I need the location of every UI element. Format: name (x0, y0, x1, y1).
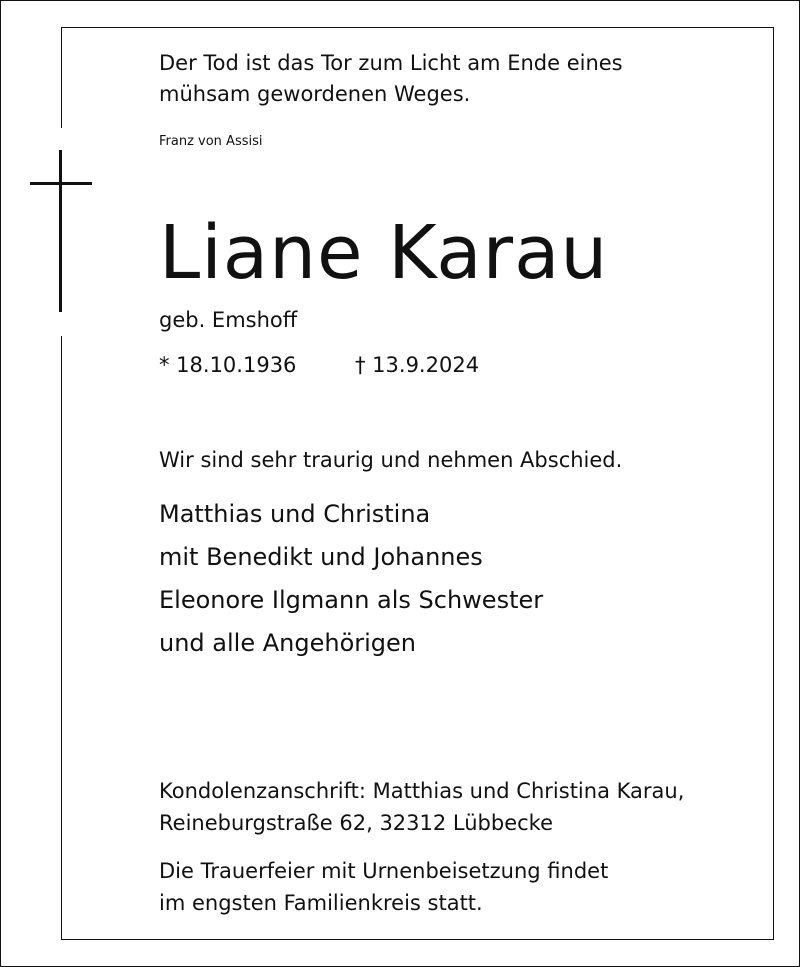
condolence-address (159, 775, 684, 839)
maiden-name: geb. Emshoff (159, 308, 298, 332)
birth-date: * 18.10.1936 (159, 353, 297, 377)
cross-horizontal-bar (30, 182, 92, 185)
border-gap (56, 128, 68, 336)
deceased-name: Liane Karau (159, 210, 609, 296)
ceremony-note (159, 855, 608, 919)
farewell-text: Wir sind sehr traurig und nehmen Abschied. (159, 448, 623, 472)
motto-line: mühsam gewordenen Weges. (159, 82, 471, 106)
mourners-list (159, 493, 543, 665)
address-line: Kondolenzanschrift: Matthias und Christina Karau, (159, 779, 685, 803)
mourner-line: Matthias und Christina (159, 500, 431, 528)
death-date: † 13.9.2024 (355, 353, 480, 377)
cross-vertical-bar (59, 150, 62, 312)
mourner-line: mit Benedikt und Johannes (159, 543, 483, 571)
address-line: Reineburgstraße 62, 32312 Lübbecke (159, 811, 554, 835)
mourner-line: Eleonore Ilgmann als Schwester (159, 586, 544, 614)
ceremony-line: Die Trauerfeier mit Urnenbeisetzung findet (159, 859, 609, 883)
motto-line: Der Tod ist das Tor zum Licht am Ende eines (159, 51, 623, 75)
mourner-line: und alle Angehörigen (159, 629, 416, 657)
motto-quote (159, 48, 623, 110)
ceremony-line: im engsten Familienkreis statt. (159, 891, 483, 915)
quote-attribution: Franz von Assisi (159, 134, 263, 149)
